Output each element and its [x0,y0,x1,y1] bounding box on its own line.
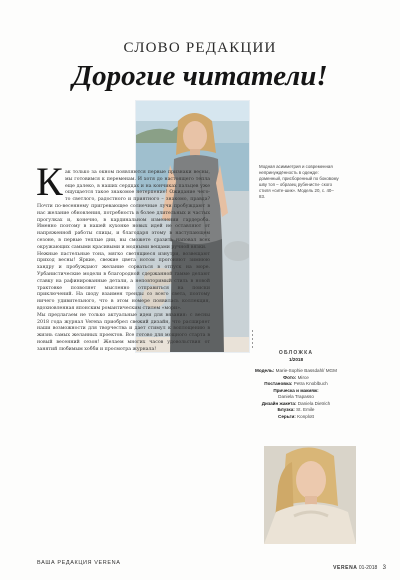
credit-row: Модель: Marie-Sophie Bassdahl/ MGM [255,368,337,373]
credit-row: Постановка: Petra Knoblbuch [264,381,328,386]
letter-paragraph-2: Нежные пастельные тона, мягко светящиеся изнутри, возвещают приход весны! Яркие, свежие цвета нотом прогоняют зимнюю хандру и пробуждают желание сорваться в отпуск на море. Урбанистические модели в благородной сдержанной гамме делают ставку на рафинированные детали, а неповторимый стиль в новой трактовке позволяет мысленно отправиться на поиски приключений. На шоду взаимен тренды со всего света, поэтому ничего удивительного, что в этом номере появилась коллекция, вдохновленная японским романтическим стилем «мори». [37,251,210,311]
credit-row: Фото: Mirce [283,374,309,380]
cover-credits [236,350,356,420]
credits-divider [252,330,253,348]
credit-row: Дизайн жакета: Daniela Dietrich [261,400,331,406]
drop-cap-space [37,170,65,198]
page-number: 3 [382,565,386,571]
cover-photo [264,446,356,544]
section-kicker: СЛОВО РЕДАКЦИИ [123,40,277,56]
editorial-letter [37,170,210,552]
page-title: Дорогие читатели! [72,60,328,92]
credit-row: Daniela Trapasso [278,394,314,399]
credit-row: Прическа и макияж: [273,387,319,393]
footer-brand: VERENA [333,565,358,571]
page-footer [316,565,386,571]
editor-signature: ВАША РЕДАКЦИЯ VERENA [37,560,121,566]
letter-paragraph-1: ак только за окном появляются первые признаки весны, мы готовимся к переменам. И хотя до настоящего тепла еще далеко, в наших сердцах и на кончиках пальцев уже ощущается такое знакомое нетерпение! Ожидание чего-то светлого, радостного и приятного – знакомо, правда? Почти по-весеннему пригревающее солнечные лучи пробуждают в нас желание обновления, потребность в более длительных и частых прогулках и, конечно, в кардинальном изменении гардероба. Именно поэтому в нашей кухонке новых идей не оставляют от напряженной работы спицы, и благодаря этому в наступающем сезоне, в первые теплые дни, вы сможете сразить наповал всех окружающих самыми красивыми и модными вещами ручной вязки. [37,170,210,250]
credits-heading: ОБЛОЖКА [278,350,314,356]
drop-cap: К [36,159,63,204]
cover-model-image [264,446,356,544]
photo-caption: Модная асимметрия и современная непринуждённость в одежде: доменный, присборенный по боковому шву топ – образец рубенисти- ского стиля «сите-шик». Модель 20, с. 40–83. [259,164,339,199]
footer-issue: 01-2018 [358,565,378,571]
credit-row: Серьги: Konplott [278,413,314,419]
letter-paragraph-3: Мы предлагаем не только актуальные идеи для вязания: с весны 2018 года журнал Verena приобрел свежий дизайн, что расширяет наши возможности для творчества и дает стимул к воплощению в жизнь самых желанных проектов. Все готово для мощного старта в новый весенний сезон! Желаем многих часов удовольствия от занятий любимым хобби и просмотра журнала! [37,312,210,352]
credits-issue: 1/2018 [288,356,304,362]
credit-row: Блузка: St. Emile [277,407,315,412]
